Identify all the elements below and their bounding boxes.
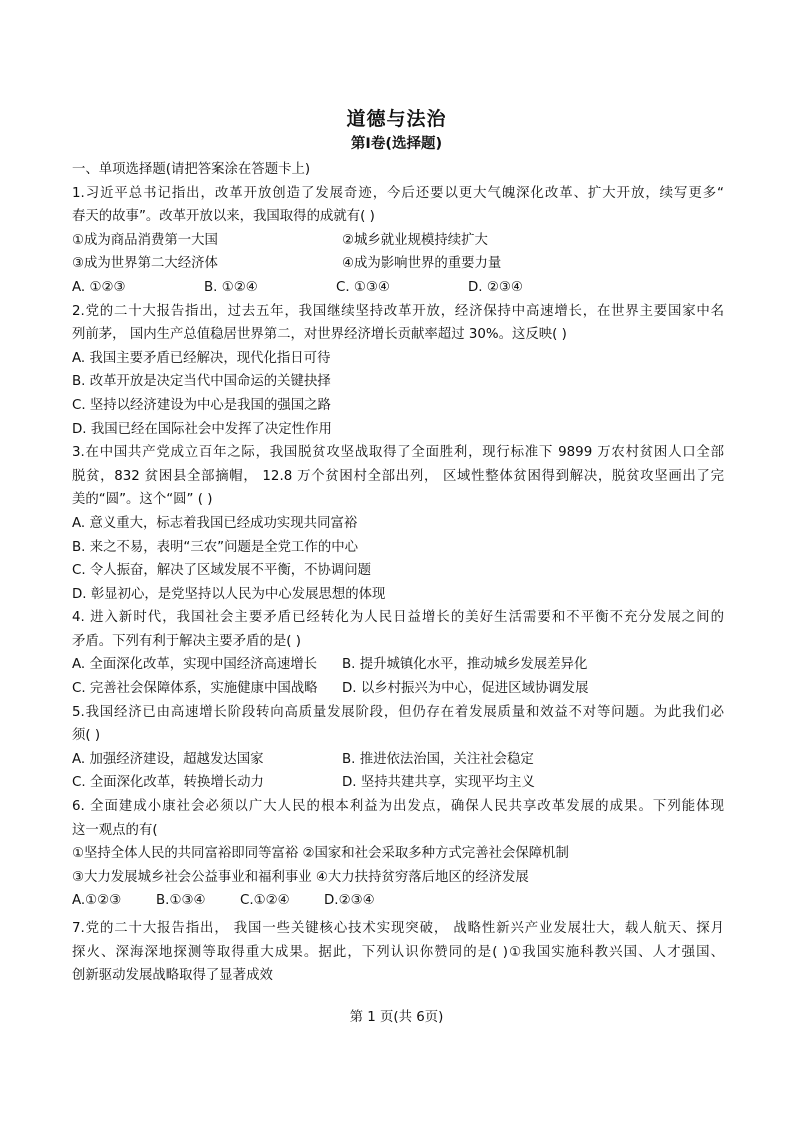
question-stem-line: 创新驱动发展战略取得了显著成效 [72, 968, 273, 984]
option-c: C.①②④ [240, 893, 290, 909]
option-d: D. 以乡村振兴为中心，促进区域协调发展 [342, 681, 589, 697]
question-content [72, 158, 724, 988]
option-d: D.②③④ [324, 893, 375, 909]
question-stem-line: 春天的故事”。改革开放以来，我国取得的成就有( ) [72, 209, 375, 225]
statement: ②城乡就业规模持续扩大 [342, 232, 488, 248]
question-stem-line: 6. 全面建成小康社会必须以广大人民的根本利益为出发点，确保人民共享改革发展的成果。下列能体现 [72, 799, 724, 815]
option-d: D. ②③④ [468, 279, 523, 295]
option-d: D. 坚持共建共享，实现平均主义 [342, 775, 535, 791]
question-stem-line: 列前茅， 国内生产总值稳居世界第二，对世界经济增长贡献率超过 30%。这反映( ) [72, 327, 567, 343]
question-stem-line: 3.在中国共产党成立百年之际，我国脱贫攻坚战取得了全面胜利，现行标准下 9899 万农村贫困人口全部 [72, 445, 724, 461]
question-3 [72, 441, 724, 606]
question-5 [72, 701, 724, 795]
question-stem-line: 4. 进入新时代，我国社会主要矛盾已经转化为人民日益增长的美好生活需要和不平衡不充分发展之间的 [72, 610, 724, 626]
question-2 [72, 300, 724, 442]
option-row [72, 889, 724, 913]
statement-row [72, 229, 724, 253]
question-4 [72, 606, 724, 700]
question-stem-line: 脱贫，832 贫困县全部摘帽， 12.8 万个贫困村全部出列， 区域性整体贫困得到解决，脱贫攻坚画出了完 [72, 468, 724, 484]
statement: ③成为世界第二大经济体 [72, 256, 218, 272]
option-row [72, 771, 724, 795]
option-c: C. 完善社会保障体系，实施健康中国战略 [72, 681, 318, 697]
option-b: B. 改革开放是决定当代中国命运的关键抉择 [72, 374, 331, 390]
option-a: A. 全面深化改革，实现中国经济高速增长 [72, 657, 318, 673]
question-stem-line: 2.党的二十大报告指出，过去五年，我国继续坚持改革开放，经济保持中高速增长，在世界主要国家中名 [72, 303, 724, 319]
option-a: A. 我国主要矛盾已经解决，现代化指日可待 [72, 350, 331, 366]
statement: ①坚持全体人民的共同富裕即同等富裕 ②国家和社会采取多种方式完善社会保障机制 [72, 846, 569, 862]
question-stem-line: 矛盾。下列有利于解决主要矛盾的是( ) [72, 633, 301, 649]
option-row [72, 653, 724, 677]
statement: ①成为商品消费第一大国 [72, 232, 218, 248]
option-a: A. 加强经济建设，超越发达国家 [72, 751, 264, 767]
option-row [72, 748, 724, 772]
option-c: C. 全面深化改革，转换增长动力 [72, 775, 264, 791]
statement-row [72, 252, 724, 276]
section-heading: 一、单项选择题(请把答案涂在答题卡上) [72, 162, 311, 177]
question-stem-line: 探火、深海深地探测等取得重大成果。据此，下列认识你赞同的是( )①我国实施科教兴国、人才强国、 [72, 944, 724, 960]
question-stem-line: 5.我国经济已由高速增长阶段转向高质量发展阶段，但仍存在着发展质量和效益不对等问题。为此我们必 [72, 704, 724, 720]
part-subtitle: 第Ⅰ卷(选择题) [350, 136, 443, 152]
option-row [72, 677, 724, 701]
option-a: A. 意义重大，标志着我国已经成功实现共同富裕 [72, 515, 358, 531]
statement: ④成为影响世界的重要力量 [342, 256, 502, 272]
statement: ③大力发展城乡社会公益事业和福利事业 ④大力扶持贫穷落后地区的经济发展 [72, 869, 529, 885]
option-b: B. 提升城镇化水平，推动城乡发展差异化 [342, 657, 588, 673]
question-7 [72, 917, 724, 988]
option-a: A. ①②③ [72, 279, 126, 295]
question-stem-line: 美的“圆”。这个“圆” ( ) [72, 492, 213, 508]
option-c: C. 令人振奋，解决了区域发展不平衡，不协调问题 [72, 563, 372, 579]
page-number: 第 1 页(共 6页) [349, 1010, 444, 1025]
question-stem-line: 须( ) [72, 728, 101, 744]
option-row [72, 276, 724, 300]
option-b: B.①③④ [156, 893, 206, 909]
option-d: D. 我国已经在国际社会中发挥了决定性作用 [72, 421, 332, 437]
option-b: B. 推进依法治国，关注社会稳定 [342, 751, 534, 767]
question-6 [72, 795, 724, 913]
question-stem-line: 这一观点的有( [72, 822, 158, 838]
question-stem-line: 7.党的二十大报告指出， 我国一些关键核心技术实现突破， 战略性新兴产业发展壮大，载人航天、探月 [72, 921, 724, 936]
option-b: B. 来之不易，表明“三农”问题是全党工作的中心 [72, 539, 358, 555]
option-c: C. 坚持以经济建设为中心是我国的强国之路 [72, 397, 331, 413]
question-1 [72, 182, 724, 300]
option-d: D. 彰显初心，是党坚持以人民为中心发展思想的体现 [72, 586, 386, 602]
option-b: B. ①②④ [204, 279, 258, 295]
option-c: C. ①③④ [336, 279, 390, 295]
page-title: 道德与法治 [346, 108, 447, 130]
option-a: A.①②③ [72, 893, 122, 909]
question-stem-line: 1.习近平总书记指出，改革开放创造了发展奇迹，今后还要以更大气魄深化改革、扩大开放，续写更多“ [72, 185, 724, 201]
